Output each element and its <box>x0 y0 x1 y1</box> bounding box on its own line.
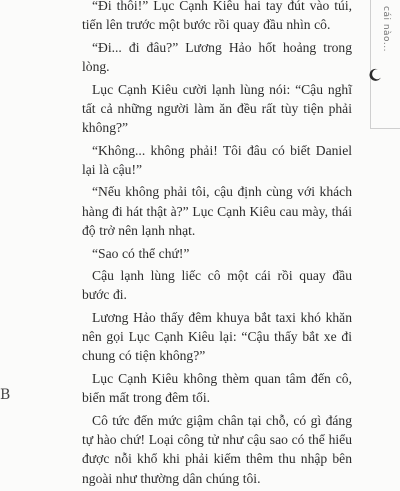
paragraph: Cô tức đến mức giậm chân tại chỗ, có gì đáng tự hào chứ! Loại công tử như cậu sao có thể hiểu được nỗi khổ khi phải kiếm thêm thu nhập bên ngoài như thường dân chúng tôi. <box>82 412 352 486</box>
chapter-tab-label: cái nào... <box>381 6 391 52</box>
paragraph: “Đi... đi đâu?” Lương Hảo hốt hoảng trong lòng. <box>82 39 352 75</box>
tab-divider <box>370 128 400 129</box>
moon-icon <box>368 68 382 82</box>
page-corner-mark: B <box>0 387 11 403</box>
paragraph: Cậu lạnh lùng liếc cô một cái rồi quay đầu bước đi. <box>82 267 352 303</box>
paragraph: “Sao có thể chứ!” <box>92 245 190 261</box>
body-text <box>82 0 352 491</box>
paragraph: Lục Cạnh Kiêu không thèm quan tâm đến cô, biến mất trong đêm tối. <box>82 370 352 406</box>
paragraph: “Không... không phải! Tôi đâu có biết Daniel lại là cậu!” <box>82 142 352 177</box>
paragraph: “Nếu không phải tôi, cậu định cùng với khách hàng đi hát thật à?” Lục Cạnh Kiêu cau mày, thái độ trở nên lạnh nhạt. <box>82 184 352 239</box>
chapter-side-tab <box>370 0 400 128</box>
paragraph: “Đi thôi!” Lục Cạnh Kiêu hai tay đút vào túi, tiến lên trước một bước rồi quay đầu nhìn cô. <box>82 0 352 33</box>
paragraph: Lục Cạnh Kiêu cười lạnh lùng nói: “Cậu nghĩ tất cả những người làm ăn đều rất tùy tiện phải không?” <box>82 81 352 136</box>
paragraph: Lương Hảo thấy đêm khuya bắt taxi khó khăn nên gọi Lục Cạnh Kiêu lại: “Cậu thấy bắt xe đi chung có tiện không?” <box>82 309 352 364</box>
